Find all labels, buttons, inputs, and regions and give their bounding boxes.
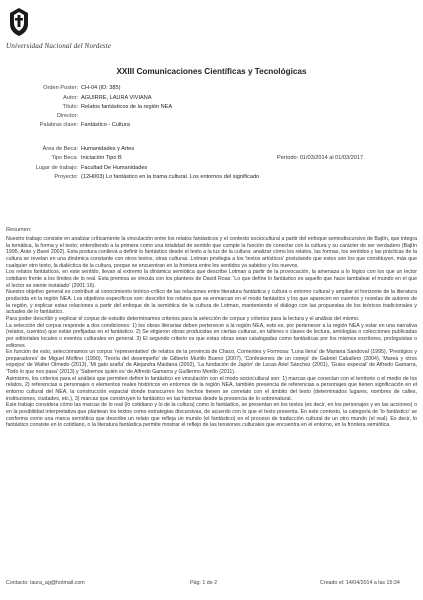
field-label: Orden Poster:: [43, 85, 78, 91]
page-title: XXIII Comunicaciones Científicas y Tecnológicas: [116, 67, 307, 76]
field-value: Fantástico - Cultura: [81, 122, 130, 128]
footer-page: Pág: 1 de 2: [190, 580, 218, 586]
field-row-orden: [0, 85, 423, 93]
field-label: Lugar de trabajo:: [35, 165, 78, 171]
university-name: Universidad Nacional del Nordeste: [6, 42, 112, 50]
field-label: Título:: [62, 104, 78, 110]
field-label: Autor:: [63, 95, 78, 101]
footer-created: Creado el: 14/04/2014 a las 15:34: [320, 580, 400, 586]
resumen-paragraph: La selección del corpus responde a dos condiciones: 1) los obras literarias deben pertenecer a la región NEA, esto es, por pertenecer a la región NEA y estar en una narrativa (relatos, cuentos) que están prefijadas en el fantástico. 2) Se eligieron obras producidas en ciertas culturas, en talleres o clases de lectura, antologías o colecciones publicadas por editoriales locales o eventos culturales en general. 3) El segundo criterio es que estas obras sean catalogadas como fantásticas por los mismos escritores, prologuistas o editores.: [6, 322, 417, 349]
university-logo: [8, 7, 30, 37]
field-label: Tipo Beca:: [51, 155, 78, 161]
field-label: Área de Beca:: [42, 146, 78, 152]
periodo-text: Período: 01/03/2014 al 01/03/2017: [277, 155, 364, 161]
resumen-paragraph: Los relatos fantásticos, en este sentido, llevan al extremo la dinámica semiótica que describe Lotman a partir de la provocación, la amenaza a lo lógico con los que un lector cotidiano frente a los límites de lo real. Esta premisa se vincula con los planteos de David Roas: 'Lo que define lo fantástico es aquello que hace tambalear el mundo en el que el lector se siente instalado' (2001:16).: [6, 269, 417, 289]
resumen-paragraph: Para poder describir y explicar el corpus de estudio determinamos criterios para la selección de corpus y criterios para la lectura y el análisis del mismo.: [6, 315, 360, 322]
resumen-paragraph: Nuestro objetivo general es contribuir al conocimiento teórico-crítico de las relaciones entre literatura fantástica y cultura o entorno cultural y ampliar el horizonte de la literatura producida en la región NEA. Los objetivos específicos son: describir los relatos que se enmarcan en el modo fantástico y los que aparecen en cuentos y novelas de autores de la región, y explicar estas relaciones a partir del enfoque de la semiótica de la cultura de Lotman, manteniendo el diálogo con las propuestas de los teóricos tradicionales y actuales de lo fantástico.: [6, 289, 417, 316]
field-row-titulo: [0, 104, 423, 112]
resumen-paragraph: Nuestro trabajo consiste en analizar críticamente la vinculación entre los relatos fantásticos y el contexto sociocultural a partir del enfoque semiodiscursivo de Bajtín, que integra la temática, la forma y el texto; entendiendo a la primera como una totalidad de sentido que cumple la función de conectar con la cultura y su carácter de ser verdadero (Bajtín 1995, Arán y Barei 2002). Esta postura conlleva a definir lo fantástico desde el texto a la luz de la cultura: analizar cómo los relatos, las formas, los sentidos y las prácticas de la cultura se revelan en una dinámica constante con otros textos, otras culturas. Lotman privilegia a los 'textos artísticos' postulando que estos son los que constituyen, más que cualquier otro texto, la dialéctica de la cultura, porque se encuentran en la frontera entre los sentidos ya sabidos y los nuevos.: [6, 236, 417, 269]
field-value: Facultad De Humanidades: [81, 165, 148, 171]
field-value: Iniciación Tipo B: [81, 155, 122, 161]
field-value: (12H003) Lo fantástico en la trama cultural. Los entornos del significado: [81, 174, 260, 180]
resumen-body: [6, 236, 417, 429]
field-value: Relatos fantásticos de la región NEA: [81, 104, 173, 110]
field-row-tipo-beca: [0, 155, 423, 163]
resumen-paragraph: Este trabajo considera cómo las marcas de lo real (lo cotidiano y lo de la cultura) como lo fantástico, se presentan en los textos (es decir, en los personajes y en las acciones) o en la posibilidad interpretativa que plantean los textos como estrategias discursivas, de acuerdo con lo que el texto presenta. En este contexto, la categoría de 'lo fantástico' se conforma como una marca semiótica que describe un relato que refleja un mundo (el fantástico) en el proceso de traducción cultural de un otro mundo (el real). Es decir, lo fantástico consiste en lo cotidiano, o la literatura fantástica permite mostrar el reflejo de las tensiones culturales que encuentra en el entorno, en la frontera semiótica.: [6, 402, 417, 429]
field-row-director: [0, 113, 423, 121]
field-row-proyecto: [0, 174, 423, 182]
field-value: AGUIRRE, LAURA VIVIANA: [81, 95, 152, 101]
field-label: Palabras clave:: [39, 122, 78, 128]
field-value: CH-04 (ID: 385): [81, 85, 121, 91]
field-row-lugar-trabajo: [0, 165, 423, 173]
university-crest-icon: [8, 7, 30, 37]
resumen-paragraph: Asimismo, los criterios para el análisis que permiten definir lo fantástico en vinculación con el modo sociocultural son: 1) marcas que conectan con el territorio o el medio de los relatos, 2) referencias a personajes o elementos reales históricos en entornos de la región NEA, también presencia de referencias a personajes que tienen significación en el entorno cultural del NEA, la construcción espacial donde transcurren los hechos tienen se correlato con el ámbito del texto (determinados lugares, nombres de calles, instituciones, ciudades, etc.), 3) marcas que construyen lo fantástico en las historias desde la presencia de lo sobrenatural.: [6, 375, 417, 402]
field-row-area-beca: [0, 146, 423, 154]
field-label: Proyecto:: [54, 174, 78, 180]
field-row-palabras-clave: [0, 122, 423, 130]
footer-contact: Contacto: laura_ag@hotmail.com: [6, 580, 85, 586]
field-label: Director:: [56, 113, 78, 119]
field-value: Humanidades y Artes: [81, 146, 135, 152]
resumen-paragraph: En función de esto, seleccionamos un corpus 'representativo' de relatos de la provincia de Chaco, Corrientes y Formosa: 'Luna llena' de Mariana Sandoval (1995), 'Prestigios y preparadores' de Miguel Molfino (1990), 'Teoría del desempeño' de Gilberto Murillo Bueno (2007), 'Confesiones de un conejo' de Gabriel Caballero (2004), 'Marea y otros espejos' de Walter Olmedo (2013), 'Mi gato araña' de Alejandra Maidana (2002), 'La fundación de Japón' de Lucas Ariel Sánchez (2001), 'Guiso especial' de Alfredo Gamarra, 'Todo lo que nos pasa' (2013) y 'Sabemos quién es' de Alfredo Gamarra y Guillermo Morillo (2011).: [6, 349, 417, 376]
field-row-autor: [0, 95, 423, 103]
resumen-label: Resumen:: [6, 227, 32, 233]
